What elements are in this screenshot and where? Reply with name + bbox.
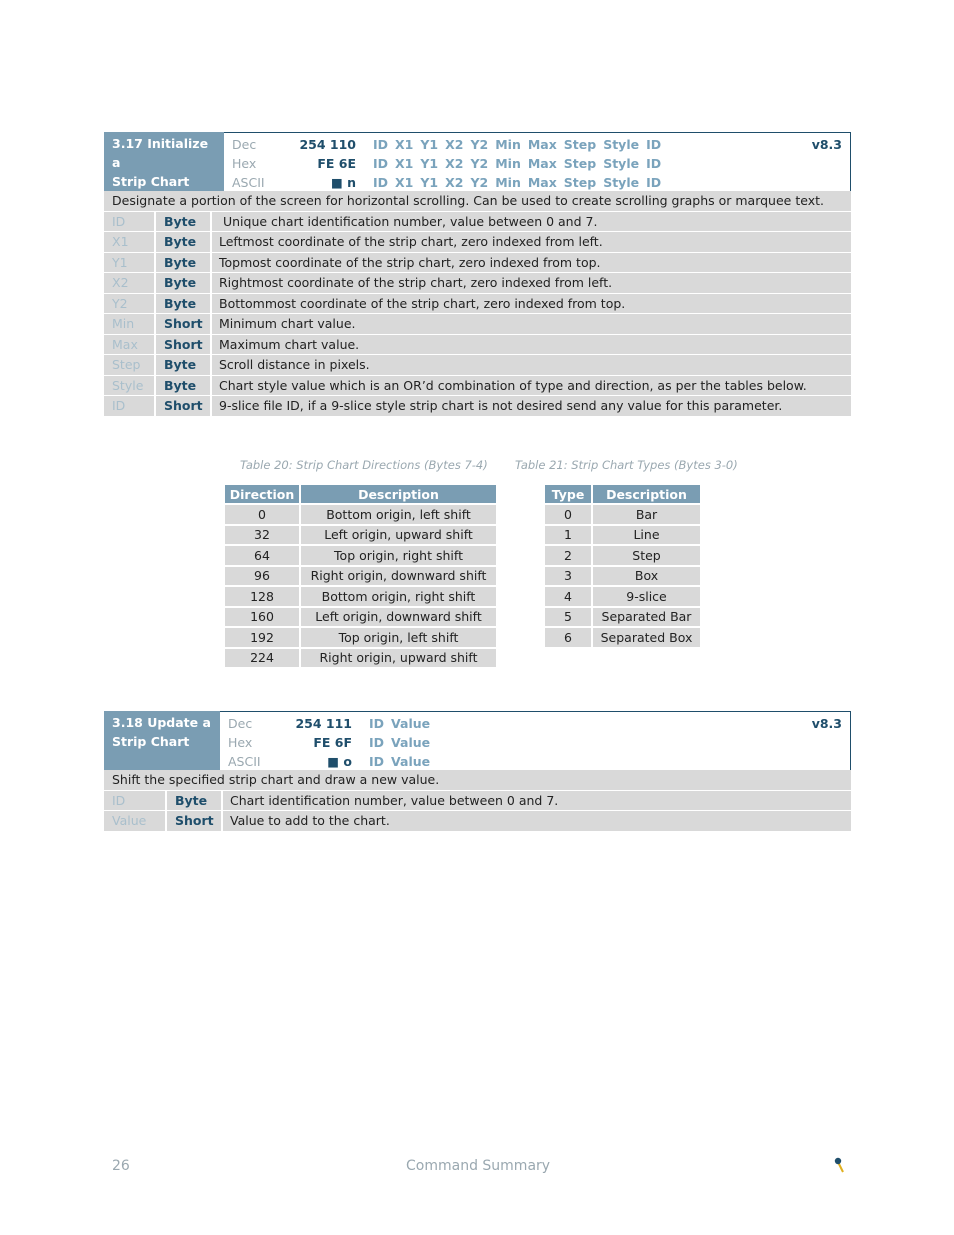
table-cell-description: Left origin, downward shift — [300, 607, 497, 628]
label-hex: Hex — [228, 735, 253, 750]
column-header-description: Description — [592, 484, 701, 504]
table-row — [544, 545, 701, 566]
parameter-token: ID — [373, 156, 389, 171]
parameter-description: Chart identification number, value between 0 and 7. — [230, 792, 559, 808]
parameter-name: X2 — [104, 273, 156, 293]
parameter-line — [373, 154, 668, 173]
parameter-line — [369, 714, 437, 733]
parameter-token: Value — [391, 754, 431, 769]
command-title — [104, 132, 224, 191]
parameter-type: Byte — [156, 212, 212, 232]
parameter-list — [356, 133, 668, 191]
parameter-row — [104, 212, 851, 233]
parameter-token: Max — [527, 175, 557, 190]
logo-icon — [832, 1156, 846, 1174]
value-hex: FE 6F — [313, 735, 352, 750]
parameter-token: Y2 — [470, 137, 489, 152]
table-cell-description: Box — [592, 566, 701, 587]
column-header-direction: Direction — [224, 484, 300, 504]
table-cell-description: Bottom origin, left shift — [300, 504, 497, 525]
parameter-description: Bottommost coordinate of the strip chart, zero indexed from top. — [219, 295, 626, 311]
table-row — [224, 586, 497, 607]
column-header-description: Description — [300, 484, 497, 504]
parameter-type: Short — [156, 335, 212, 355]
parameter-token: Y1 — [420, 137, 439, 152]
table-cell-value: 64 — [224, 545, 300, 566]
parameter-name: Step — [104, 355, 156, 375]
table-cell-description: Top origin, right shift — [300, 545, 497, 566]
table-cell-value: 224 — [224, 648, 300, 669]
parameter-token: Style — [603, 175, 640, 190]
encoding-labels — [220, 712, 294, 770]
table-row — [224, 545, 497, 566]
parameter-name: Y1 — [104, 253, 156, 273]
encoding-labels — [224, 133, 298, 191]
parameter-description: Rightmost coordinate of the strip chart, zero indexed from left. — [219, 275, 613, 290]
table-cell-value: 3 — [544, 566, 592, 587]
parameter-row — [104, 376, 851, 397]
strip-chart-directions-table — [223, 483, 498, 669]
table-cell-description: Top origin, left shift — [300, 627, 497, 648]
command-header — [104, 711, 851, 770]
parameter-type: Byte — [167, 791, 223, 811]
table-cell-value: 1 — [544, 525, 592, 546]
footer-section-title: Command Summary — [406, 1158, 551, 1174]
table-cell-description: Line — [592, 525, 701, 546]
parameter-name: Y2 — [104, 294, 156, 314]
table-row — [544, 566, 701, 587]
parameter-name: ID — [104, 396, 156, 416]
table-row — [224, 525, 497, 546]
table-cell-description: Bottom origin, right shift — [300, 586, 497, 607]
parameter-table — [104, 212, 851, 417]
parameter-description: Maximum chart value. — [219, 336, 360, 352]
command-description: Shift the specified strip chart and draw a new value. — [104, 770, 851, 791]
parameter-token: Value — [391, 716, 431, 731]
table-cell-description: Left origin, upward shift — [300, 525, 497, 546]
parameter-token: ID — [369, 735, 385, 750]
parameter-token: Style — [603, 137, 640, 152]
parameter-description: Leftmost coordinate of the strip chart, zero indexed from left. — [219, 234, 603, 249]
parameter-name: Min — [104, 314, 156, 334]
parameter-name: X1 — [104, 232, 156, 252]
table-cell-value: 128 — [224, 586, 300, 607]
parameter-row — [104, 253, 851, 274]
parameter-line — [373, 173, 668, 192]
encoding-values — [298, 133, 356, 191]
parameter-token: ID — [369, 716, 385, 731]
table-row — [224, 607, 497, 628]
table-cell-description: Right origin, downward shift — [300, 566, 497, 587]
parameter-token: Min — [495, 175, 521, 190]
parameter-type: Short — [167, 811, 223, 831]
value-hex: FE 6E — [317, 156, 356, 171]
table-cell-value: 5 — [544, 607, 592, 628]
parameter-token: ID — [373, 175, 389, 190]
parameter-token: Step — [563, 137, 597, 152]
parameter-token: Value — [391, 735, 431, 750]
command-syntax-box — [224, 132, 851, 191]
parameter-row — [104, 294, 851, 315]
parameter-list — [352, 712, 437, 770]
version-label: v8.3 — [811, 716, 842, 731]
parameter-row — [104, 355, 851, 376]
command-title-line2: Strip Chart — [112, 734, 190, 749]
table-cell-description: 9-slice — [592, 586, 701, 607]
value-ascii: ■ o — [327, 754, 352, 769]
parameter-row — [104, 811, 851, 832]
parameter-line — [369, 752, 437, 771]
parameter-description: Value to add to the chart. — [230, 813, 390, 828]
parameter-type: Byte — [156, 253, 212, 273]
parameter-row — [104, 335, 851, 356]
command-3-17 — [104, 132, 851, 417]
parameter-row — [104, 232, 851, 253]
page-number: 26 — [112, 1158, 130, 1174]
command-title — [104, 711, 220, 770]
parameter-table — [104, 791, 851, 832]
strip-chart-types-table — [543, 483, 702, 649]
parameter-row — [104, 314, 851, 335]
command-syntax-box — [220, 711, 851, 770]
label-hex: Hex — [232, 156, 257, 171]
parameter-row — [104, 396, 851, 417]
label-ascii: ASCII — [228, 754, 261, 769]
parameter-token: Step — [563, 156, 597, 171]
parameter-token: Step — [563, 175, 597, 190]
parameter-token: Y1 — [420, 175, 439, 190]
parameter-type: Short — [156, 396, 212, 416]
parameter-token: ID — [646, 137, 662, 152]
parameter-token: Min — [495, 137, 521, 152]
command-title-line1: 3.18 Update a — [112, 715, 211, 730]
table-cell-description: Right origin, upward shift — [300, 648, 497, 669]
parameter-type: Byte — [156, 294, 212, 314]
parameter-line — [373, 135, 668, 154]
parameter-description: 9-slice file ID, if a 9-slice style strip chart is not desired send any value for this parameter. — [219, 398, 783, 413]
value-dec: 254 111 — [295, 716, 352, 731]
table-cell-value: 0 — [224, 504, 300, 525]
table-cell-value: 4 — [544, 586, 592, 607]
parameter-line — [369, 733, 437, 752]
parameter-row — [104, 273, 851, 294]
column-header-type: Type — [544, 484, 592, 504]
table-cell-value: 2 — [544, 545, 592, 566]
parameter-name: Style — [104, 376, 156, 396]
parameter-token: Y1 — [420, 156, 439, 171]
table-cell-value: 192 — [224, 627, 300, 648]
table-cell-description: Separated Box — [592, 627, 701, 648]
parameter-name: Value — [104, 811, 167, 831]
parameter-name: ID — [104, 212, 156, 232]
table-cell-description: Bar — [592, 504, 701, 525]
table-cell-value: 6 — [544, 627, 592, 648]
parameter-description: Unique chart identification number, value between 0 and 7. — [219, 213, 598, 229]
table-row — [544, 607, 701, 628]
parameter-type: Byte — [156, 232, 212, 252]
table-cell-value: 0 — [544, 504, 592, 525]
command-title-line1: 3.17 Initialize a — [112, 136, 209, 170]
parameter-token: ID — [646, 156, 662, 171]
parameter-token: Y2 — [470, 156, 489, 171]
table-row — [544, 586, 701, 607]
table-row — [544, 627, 701, 648]
table-row — [544, 504, 701, 525]
label-dec: Dec — [228, 716, 253, 731]
label-dec: Dec — [232, 137, 257, 152]
parameter-description: Topmost coordinate of the strip chart, zero indexed from top. — [219, 254, 601, 270]
parameter-type: Byte — [156, 376, 212, 396]
parameter-token: ID — [373, 137, 389, 152]
value-dec: 254 110 — [299, 137, 356, 152]
parameter-row — [104, 791, 851, 812]
table-20-caption: Table 20: Strip Chart Directions (Bytes 7-4) — [240, 458, 488, 472]
label-ascii: ASCII — [232, 175, 265, 190]
table-row — [224, 566, 497, 587]
parameter-description: Minimum chart value. — [219, 316, 356, 331]
parameter-token: Style — [603, 156, 640, 171]
parameter-token: Y2 — [470, 175, 489, 190]
parameter-token: X2 — [445, 156, 464, 171]
table-21-caption: Table 21: Strip Chart Types (Bytes 3-0) — [515, 458, 738, 472]
parameter-name: ID — [104, 791, 167, 811]
parameter-name: Max — [104, 335, 156, 355]
parameter-token: X1 — [395, 156, 414, 171]
encoding-values — [294, 712, 352, 770]
parameter-token: ID — [646, 175, 662, 190]
parameter-description: Scroll distance in pixels. — [219, 357, 370, 372]
command-title-line2: Strip Chart — [112, 174, 190, 189]
parameter-token: X2 — [445, 137, 464, 152]
parameter-description: Chart style value which is an OR’d combination of type and direction, as per the tables below. — [219, 377, 807, 393]
parameter-token: Max — [527, 156, 557, 171]
table-row — [224, 627, 497, 648]
parameter-token: X1 — [395, 137, 414, 152]
version-label: v8.3 — [811, 137, 842, 152]
parameter-type: Byte — [156, 273, 212, 293]
parameter-token: X1 — [395, 175, 414, 190]
table-row — [224, 504, 497, 525]
parameter-token: Max — [527, 137, 557, 152]
table-cell-value: 160 — [224, 607, 300, 628]
parameter-type: Byte — [156, 355, 212, 375]
value-ascii: ■ n — [330, 175, 356, 190]
command-3-18 — [104, 711, 851, 832]
table-cell-value: 96 — [224, 566, 300, 587]
table-cell-description: Separated Bar — [592, 607, 701, 628]
parameter-token: ID — [369, 754, 385, 769]
table-cell-value: 32 — [224, 525, 300, 546]
table-cell-description: Step — [592, 545, 701, 566]
parameter-type: Short — [156, 314, 212, 334]
command-header — [104, 132, 851, 191]
command-description: Designate a portion of the screen for horizontal scrolling. Can be used to create scrolling graphs or marquee text. — [104, 191, 851, 212]
parameter-token: X2 — [445, 175, 464, 190]
table-row — [544, 525, 701, 546]
parameter-token: Min — [495, 156, 521, 171]
table-row — [224, 648, 497, 669]
